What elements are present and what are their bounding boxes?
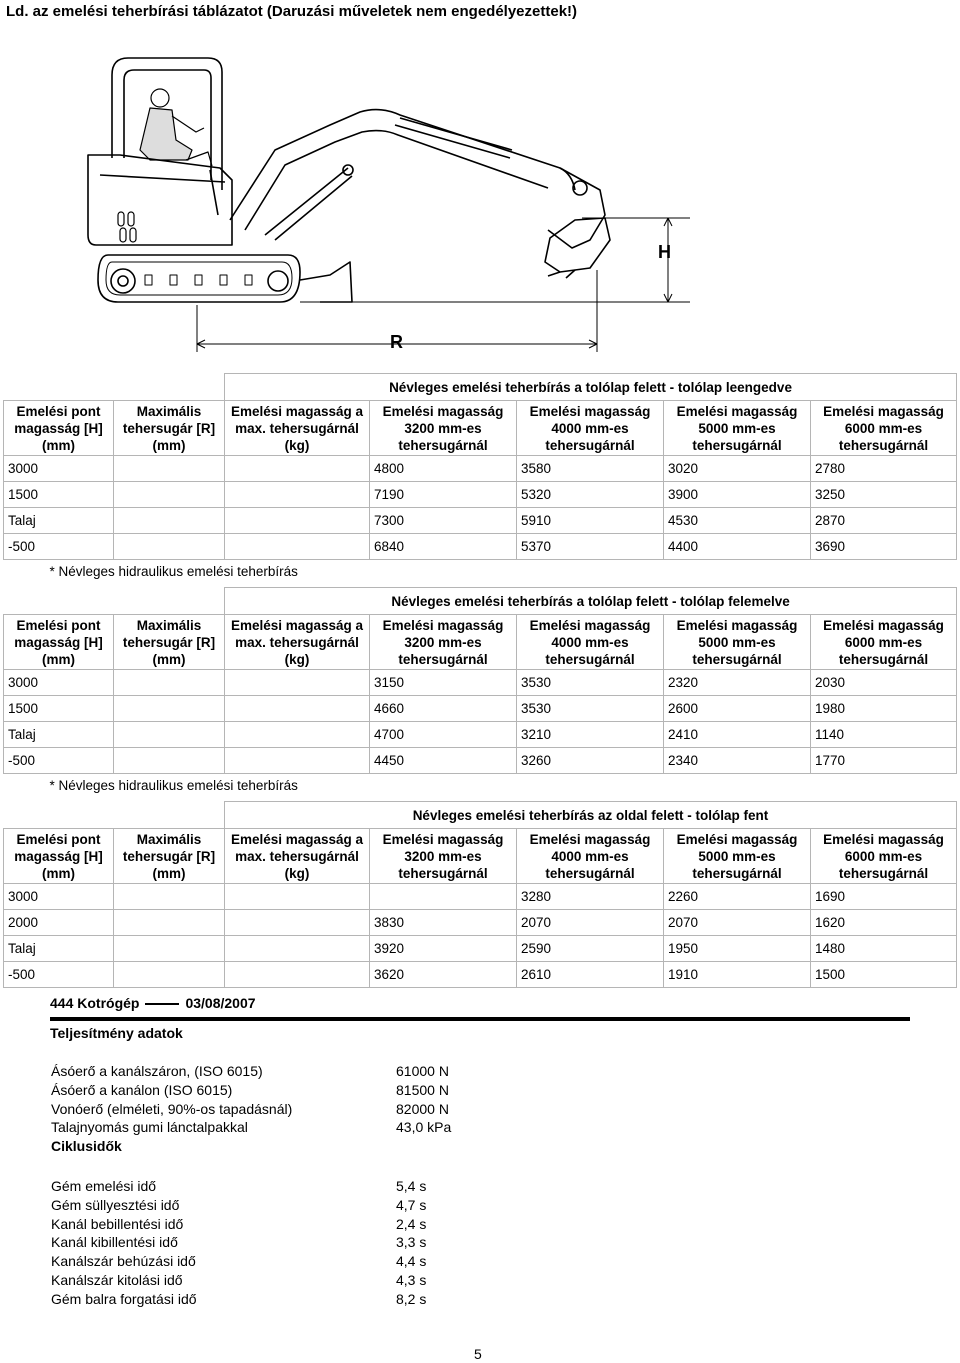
cycle-value: 8,2 s: [396, 1290, 427, 1307]
cell: [225, 534, 370, 560]
model-line: [50, 995, 256, 1011]
cell: 4700: [370, 722, 517, 748]
cell: 2590: [517, 936, 664, 962]
cycle-label: Gém balra forgatási idő: [51, 1290, 197, 1307]
cell: Talaj: [4, 936, 114, 962]
cell: 3900: [664, 482, 811, 508]
cell: 1620: [811, 910, 957, 936]
cycle-value: 4,3 s: [396, 1271, 427, 1288]
table-caption: Névleges emelési teherbírás az oldal felett - tolólap fent: [225, 802, 957, 829]
cell: 3210: [517, 722, 664, 748]
table-row: [4, 962, 957, 988]
table-row: [4, 936, 957, 962]
cell: [114, 722, 225, 748]
cell: 2410: [664, 722, 811, 748]
cell: 2780: [811, 456, 957, 482]
label-h: H: [658, 242, 671, 262]
header-cell: Emelési magasság 5000 mm-es tehersugárnál: [664, 401, 811, 456]
header-cell: Emelési magasság 5000 mm-es tehersugárnál: [664, 829, 811, 884]
cell: [114, 534, 225, 560]
cycle-label: Kanál kibillentési idő: [51, 1234, 178, 1251]
cycle-label: Kanál bebillentési idő: [51, 1215, 184, 1232]
cycle-values: [396, 1177, 426, 1309]
cell: 4660: [370, 696, 517, 722]
label-r: R: [390, 332, 403, 352]
table-row: [4, 696, 957, 722]
boom-cylinder: [265, 168, 352, 240]
cell: 2600: [664, 696, 811, 722]
header-cell: Maximális tehersugár [R] (mm): [114, 829, 225, 884]
cell: [114, 884, 225, 910]
cell: [225, 936, 370, 962]
cell: 7190: [370, 482, 517, 508]
header-cell: Emelési magasság 4000 mm-es tehersugárnál: [517, 615, 664, 670]
spec-label: Vonóerő (elméleti, 90%-os tapadásnál): [51, 1100, 293, 1117]
cell: 3830: [370, 910, 517, 936]
cell: 2000: [4, 910, 114, 936]
page-title: Ld. az emelési teherbírási táblázatot (Daruzási műveletek nem engedélyezettek!): [6, 3, 578, 20]
spec-value: 43,0 kPa: [396, 1119, 452, 1136]
table-row: [4, 910, 957, 936]
cell: [114, 508, 225, 534]
cell: Talaj: [4, 722, 114, 748]
cell: 1690: [811, 884, 957, 910]
cell: 2070: [517, 910, 664, 936]
cell: 3020: [664, 456, 811, 482]
table-row: [4, 534, 957, 560]
cell: 3150: [370, 670, 517, 696]
cell: [370, 884, 517, 910]
cell: 5910: [517, 508, 664, 534]
cell: 4530: [664, 508, 811, 534]
cell: -500: [4, 962, 114, 988]
cell: -500: [4, 534, 114, 560]
cycle-value: 4,4 s: [396, 1253, 427, 1270]
cell: 3000: [4, 884, 114, 910]
cell: 3250: [811, 482, 957, 508]
cell: 3260: [517, 748, 664, 774]
cell: [114, 936, 225, 962]
cell: [114, 670, 225, 696]
cell: 1500: [811, 962, 957, 988]
cell: Talaj: [4, 508, 114, 534]
arm: [548, 168, 605, 248]
lift-table-3: [3, 801, 957, 988]
cell: -500: [4, 748, 114, 774]
lift-table-2: [3, 587, 957, 796]
header-cell: Emelési magasság 4000 mm-es tehersugárnál: [517, 829, 664, 884]
header-cell: Emelési pont magasság [H] (mm): [4, 401, 114, 456]
cell: 3620: [370, 962, 517, 988]
cell: [114, 456, 225, 482]
cell: 1480: [811, 936, 957, 962]
header-cell: Emelési magasság a max. tehersugárnál (kg): [225, 401, 370, 456]
lift-table-1: [3, 373, 957, 582]
dash-separator: [145, 1003, 179, 1005]
cycle-title: Ciklusidők: [51, 1138, 122, 1155]
cell: 2070: [664, 910, 811, 936]
cell: [225, 482, 370, 508]
table-row: [4, 748, 957, 774]
header-cell: Emelési magasság 3200 mm-es tehersugárnál: [370, 401, 517, 456]
table-row: [4, 508, 957, 534]
cycle-label: Gém emelési idő: [51, 1178, 157, 1194]
cycle-value: 2,4 s: [396, 1215, 427, 1232]
table-note: * Névleges hidraulikus emelési teherbírás: [49, 563, 298, 579]
cell: 1500: [4, 696, 114, 722]
cell: [225, 910, 370, 936]
cell: 2610: [517, 962, 664, 988]
cell: 1140: [811, 722, 957, 748]
cell: [114, 482, 225, 508]
cell: 7300: [370, 508, 517, 534]
cell: 1910: [664, 962, 811, 988]
cycle-value: 3,3 s: [396, 1234, 427, 1251]
spec-value: 82000 N: [396, 1100, 449, 1117]
cell: [225, 696, 370, 722]
spec-label: Ásóerő a kanálon (ISO 6015): [51, 1081, 233, 1098]
cell: 1500: [4, 482, 114, 508]
spec-value: 61000 N: [396, 1063, 449, 1079]
cell: 1770: [811, 748, 957, 774]
model-name: 444 Kotrógép: [50, 995, 140, 1011]
cycle-value: 5,4 s: [396, 1178, 427, 1194]
header-cell: Emelési magasság 3200 mm-es tehersugárnál: [370, 615, 517, 670]
excavator-diagram: [0, 40, 960, 370]
cell: [225, 670, 370, 696]
spec-values: [396, 1062, 451, 1137]
cell: 1980: [811, 696, 957, 722]
cell: 3280: [517, 884, 664, 910]
cell: 3580: [517, 456, 664, 482]
cell: 3530: [517, 670, 664, 696]
cycle-label: Gém süllyesztési idő: [51, 1196, 180, 1213]
header-cell: Emelési pont magasság [H] (mm): [4, 829, 114, 884]
header-cell: Emelési magasság a max. tehersugárnál (kg): [225, 615, 370, 670]
header-cell: Maximális tehersugár [R] (mm): [114, 401, 225, 456]
table-row: [4, 482, 957, 508]
cell: 4450: [370, 748, 517, 774]
cell: [225, 508, 370, 534]
cell: 2320: [664, 670, 811, 696]
cell: 6840: [370, 534, 517, 560]
table-row: [4, 456, 957, 482]
table-row: [4, 670, 957, 696]
model-date: 03/08/2007: [185, 995, 256, 1011]
table-caption: Névleges emelési teherbírás a tolólap felett - tolólap felemelve: [225, 588, 957, 615]
cycle-value: 4,7 s: [396, 1196, 427, 1213]
cell: 1950: [664, 936, 811, 962]
cycle-labels: [51, 1177, 197, 1309]
cell: [114, 962, 225, 988]
cell: 3530: [517, 696, 664, 722]
cell: 3920: [370, 936, 517, 962]
table-caption: Névleges emelési teherbírás a tolólap felett - tolólap leengedve: [225, 374, 957, 401]
spec-label: Ásóerő a kanálszáron, (ISO 6015): [51, 1063, 263, 1079]
section-rule: [50, 1017, 910, 1021]
dozer-blade: [300, 262, 352, 302]
header-cell: Emelési magasság 6000 mm-es tehersugárnál: [811, 401, 957, 456]
cycle-label: Kanálszár behúzási idő: [51, 1253, 196, 1270]
spec-value: 81500 N: [396, 1081, 449, 1098]
cell: 2260: [664, 884, 811, 910]
header-cell: Maximális tehersugár [R] (mm): [114, 615, 225, 670]
performance-title: Teljesítmény adatok: [50, 1025, 183, 1041]
cell: [225, 962, 370, 988]
operator-figure: [140, 89, 212, 166]
cell: 4800: [370, 456, 517, 482]
cell: 4400: [664, 534, 811, 560]
cell: 3000: [4, 456, 114, 482]
table-row: [4, 884, 957, 910]
cell: 2340: [664, 748, 811, 774]
header-cell: Emelési magasság a max. tehersugárnál (kg): [225, 829, 370, 884]
cell: 2870: [811, 508, 957, 534]
header-cell: Emelési magasság 6000 mm-es tehersugárnál: [811, 615, 957, 670]
spec-labels: [51, 1062, 292, 1156]
cell: [225, 456, 370, 482]
cell: 3000: [4, 670, 114, 696]
cell: 5320: [517, 482, 664, 508]
table-row: [4, 722, 957, 748]
page-number: 5: [474, 1346, 482, 1362]
cell: [114, 910, 225, 936]
dimension-h: [300, 218, 690, 302]
cell: [225, 884, 370, 910]
cell: [114, 696, 225, 722]
header-cell: Emelési magasság 3200 mm-es tehersugárnál: [370, 829, 517, 884]
table-note: * Névleges hidraulikus emelési teherbírás: [49, 777, 298, 793]
cycle-label: Kanálszár kitolási idő: [51, 1271, 183, 1288]
boom: [230, 110, 575, 220]
header-cell: Emelési magasság 4000 mm-es tehersugárnál: [517, 401, 664, 456]
spec-label: Talajnyomás gumi lánctalpakkal: [51, 1119, 248, 1136]
cell: [114, 748, 225, 774]
header-cell: Emelési magasság 6000 mm-es tehersugárnál: [811, 829, 957, 884]
cell: 2030: [811, 670, 957, 696]
cell: 5370: [517, 534, 664, 560]
cell: [225, 748, 370, 774]
header-cell: Emelési pont magasság [H] (mm): [4, 615, 114, 670]
cell: 3690: [811, 534, 957, 560]
header-cell: Emelési magasság 5000 mm-es tehersugárnál: [664, 615, 811, 670]
cell: [225, 722, 370, 748]
